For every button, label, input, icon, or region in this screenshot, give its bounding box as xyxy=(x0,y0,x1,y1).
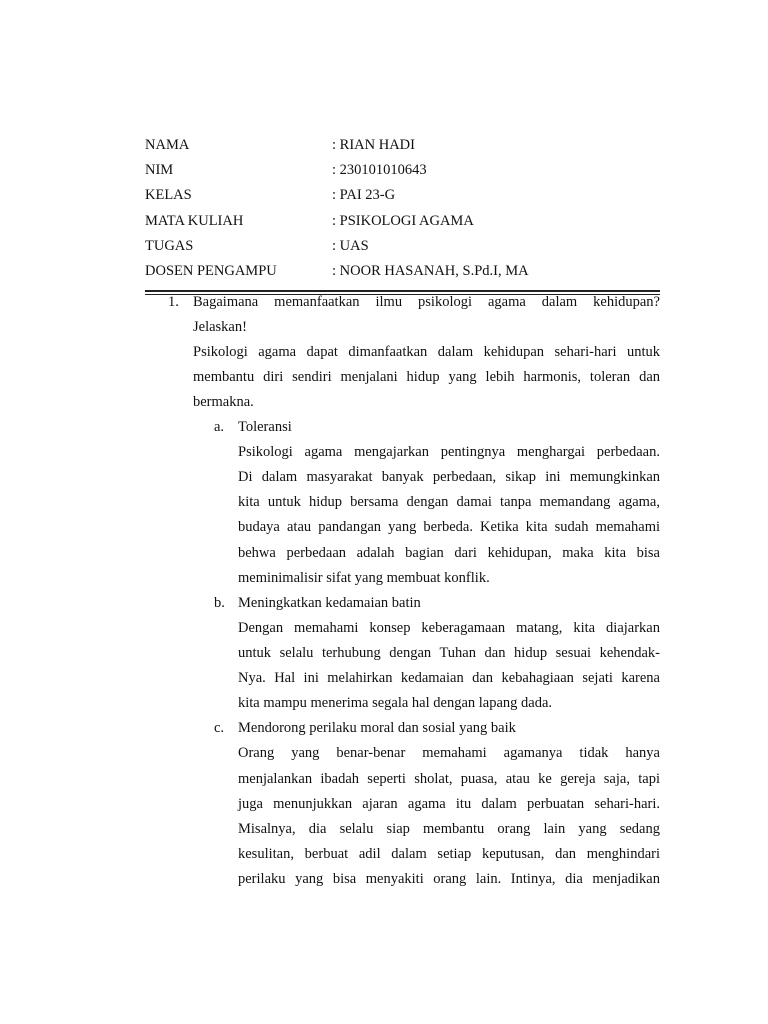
point-line: behwa perbedaan adalah bagian dari kehidupan, maka kita bisa xyxy=(238,545,660,561)
point-title: Toleransi xyxy=(238,419,292,435)
intro-line: membantu diri sendiri menjalani hidup yang lebih harmonis, toleran dan xyxy=(193,369,660,385)
info-value: : NOOR HASANAH, S.Pd.I, MA xyxy=(332,262,529,279)
info-row-mata-kuliah xyxy=(145,211,660,236)
info-label: DOSEN PENGAMPU xyxy=(145,262,277,279)
info-value: : UAS xyxy=(332,237,369,254)
point-title: Mendorong perilaku moral dan sosial yang baik xyxy=(238,720,516,736)
info-row-tugas xyxy=(145,236,660,261)
info-row-dosen xyxy=(145,261,660,286)
point-line: meminimalisir sifat yang membuat konflik. xyxy=(238,570,490,586)
point-line: budaya atau pandangan yang berbeda. Ketika kita sudah memahami xyxy=(238,519,660,535)
point-line: Dengan memahami konsep keberagamaan matang, kita diajarkan xyxy=(238,620,660,636)
info-label: NIM xyxy=(145,162,174,179)
info-label: NAMA xyxy=(145,137,190,153)
point-line: Misalnya, dia selalu siap membantu orang lain yang sedang xyxy=(238,821,660,837)
intro-line: Psikologi agama dapat dimanfaatkan dalam kehidupan sehari-hari untuk xyxy=(193,344,660,360)
question-number: 1. xyxy=(168,294,179,310)
point-line: perilaku yang bisa menyakiti orang lain. Intinya, dia menjadikan xyxy=(238,871,660,887)
student-info-table xyxy=(145,135,660,286)
point-letter: a. xyxy=(214,419,225,435)
info-row-kelas xyxy=(145,185,660,210)
question-line: Jelaskan! xyxy=(193,319,247,335)
point-line: menjalankan ibadah seperti sholat, puasa, atau ke gereja saja, tapi xyxy=(238,771,660,787)
point-line: Nya. Hal ini melahirkan kedamaian dan kebahagiaan sejati karena xyxy=(238,670,660,686)
point-line: juga menunjukkan ajaran agama itu dalam perbuatan sehari-hari. xyxy=(238,796,660,812)
point-line: Orang yang benar-benar memahami agamanya tidak hanya xyxy=(238,745,660,761)
intro-line: bermakna. xyxy=(193,394,254,410)
info-label: KELAS xyxy=(145,187,192,204)
point-letter: c. xyxy=(214,720,225,736)
info-label: TUGAS xyxy=(145,237,194,254)
point-line: kesulitan, berbuat adil dalam setiap keputusan, dan menghindari xyxy=(238,846,660,862)
point-line: Psikologi agama mengajarkan pentingnya menghargai perbedaan. xyxy=(238,444,660,460)
info-value: : PAI 23-G xyxy=(332,187,396,204)
question-line: Bagaimana memanfaatkan ilmu psikologi agama dalam kehidupan? xyxy=(193,294,660,310)
info-row-nim xyxy=(145,160,660,185)
point-letter: b. xyxy=(214,595,225,611)
point-line: kita untuk hidup bersama dengan damai tanpa memandang agama, xyxy=(238,494,660,510)
point-title: Meningkatkan kedamaian batin xyxy=(238,595,421,611)
point-line: kita mampu menerima segala hal dengan lapang dada. xyxy=(238,695,553,711)
point-line: Di dalam masyarakat banyak perbedaan, sikap ini memungkinkan xyxy=(238,469,660,485)
info-value: : PSIKOLOGI AGAMA xyxy=(332,212,474,229)
info-value: : RIAN HADI xyxy=(332,137,415,153)
info-row-nama xyxy=(145,135,660,160)
point-line: untuk selalu terhubung dengan Tuhan dan hidup sesuai kehendak- xyxy=(238,645,660,661)
info-value: : 230101010643 xyxy=(332,162,427,179)
info-label: MATA KULIAH xyxy=(145,212,244,229)
